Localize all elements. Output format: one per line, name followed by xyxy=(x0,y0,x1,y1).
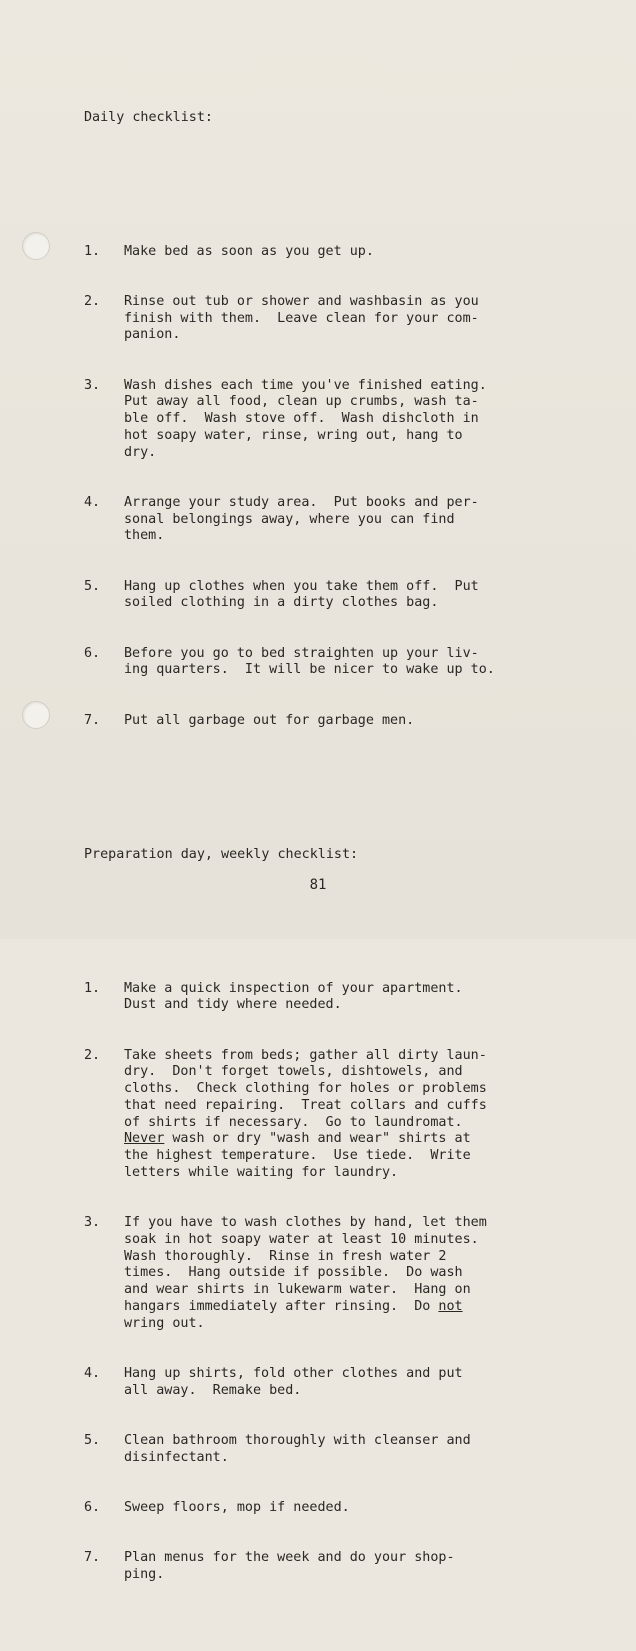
list-item: 7. Plan menus for the week and do your shop- ping. xyxy=(84,1550,455,1582)
list-item: 2. Take sheets from beds; gather all dirty laun- dry. Don't forget towels, dishtowels, and cloths. Check clothing for holes or problems that need repairing. Treat collars and cuffs of shirts if necessary. Go to laundromat. Never wash or dry "wash and wear" shirts at the highest temperature. Use tiede. Write letters while waiting for laundry. xyxy=(84,1047,487,1180)
list-item: 4. Arrange your study area. Put books and per- sonal belongings away, where you can find them. xyxy=(84,494,479,544)
daily-checklist-heading: Daily checklist: xyxy=(84,109,213,125)
weekly-checklist-heading: Preparation day, weekly checklist: xyxy=(84,846,359,862)
binder-hole xyxy=(22,232,50,260)
list-item: 5. Hang up clothes when you take them off. Put soiled clothing in a dirty clothes bag. xyxy=(84,578,479,611)
binder-hole xyxy=(22,701,50,729)
page-number: 81 xyxy=(309,877,327,893)
list-item: 2. Rinse out tub or shower and washbasin as you finish with them. Leave clean for your com- panion. xyxy=(84,293,479,343)
daily-checklist xyxy=(84,210,584,763)
list-item: 1. Make a quick inspection of your apartment. Dust and tidy where needed. xyxy=(84,980,463,1013)
list-item: 3. Wash dishes each time you've finished eating. Put away all food, clean up crumbs, wash ta- ble off. Wash stove off. Wash dishcloth in hot soapy water, rinse, wring out, hang to dry. xyxy=(84,377,487,460)
list-item: 6. Sweep floors, mop if needed. xyxy=(84,1499,350,1515)
list-item: 6. Before you go to bed straighten up your liv- ing quarters. It will be nicer to wake up to. xyxy=(84,645,495,678)
list-item: 7. Put all garbage out for garbage men. xyxy=(84,712,415,728)
list-item: 4. Hang up shirts, fold other clothes and put all away. Remake bed. xyxy=(84,1365,463,1398)
checklist-content xyxy=(84,76,584,1651)
list-item: 1. Make bed as soon as you get up. xyxy=(84,243,374,259)
weekly-checklist xyxy=(84,947,584,1617)
list-item: 5. Clean bathroom thoroughly with cleanser and disinfectant. xyxy=(84,1432,471,1465)
list-item: 3. If you have to wash clothes by hand, let them soak in hot soapy water at least 10 minutes. Wash thoroughly. Rinse in fresh water 2 times. Hang outside if possible. Do wash and wear shirts in lukewarm water. Hang on hangars immediately after rinsing. Do not wring out. xyxy=(84,1215,487,1331)
